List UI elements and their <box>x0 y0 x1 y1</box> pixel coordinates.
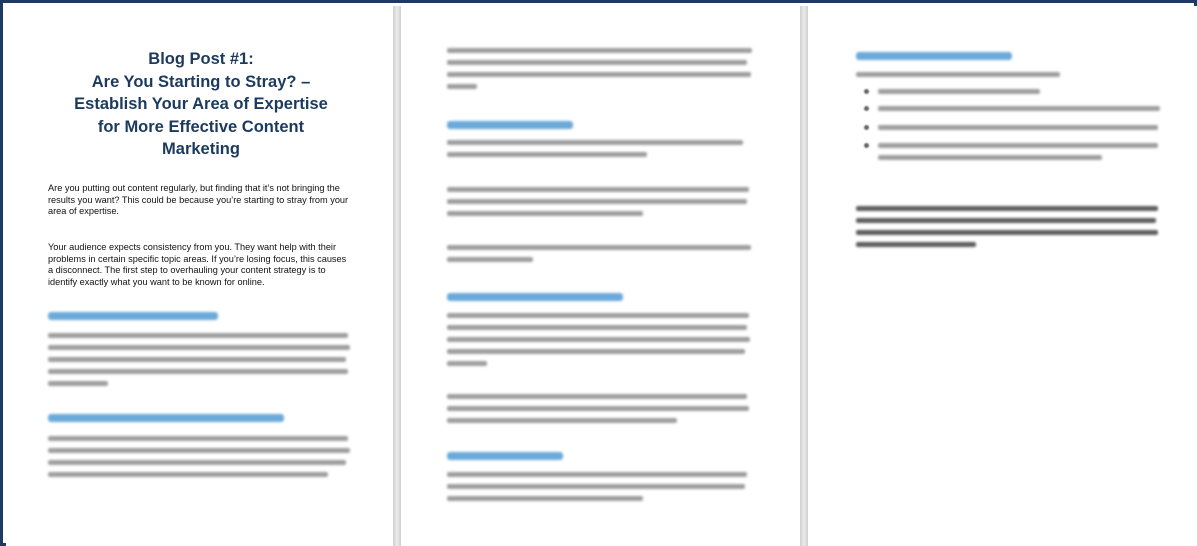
blurred-text-line <box>856 230 1158 235</box>
blurred-text-line <box>48 381 108 386</box>
blurred-text-line <box>878 143 1158 148</box>
blurred-text-line <box>447 337 750 342</box>
bullet-marker <box>864 143 869 148</box>
blurred-text-line <box>878 155 1102 160</box>
blurred-text-line <box>447 152 647 157</box>
paragraph-line: a disconnect. The first step to overhauling your content strategy is to <box>48 265 326 275</box>
blurred-section-heading <box>447 121 573 129</box>
page-gutter <box>393 6 401 546</box>
intro-paragraph <box>48 183 368 218</box>
blurred-text-line <box>447 72 751 77</box>
blurred-text-line <box>447 211 643 216</box>
blurred-text-line <box>447 245 751 250</box>
blurred-text-line <box>48 472 328 477</box>
blurred-text-line <box>878 125 1158 130</box>
blurred-text-line <box>856 242 976 247</box>
blurred-text-line <box>48 369 348 374</box>
blurred-text-line <box>856 206 1158 211</box>
paragraph-line: problems in certain specific topic areas. If you’re losing focus, this causes <box>48 253 347 264</box>
title-line: Are You Starting to Stray? – <box>91 72 311 91</box>
blurred-text-line <box>447 406 749 411</box>
title-line: Blog Post #1: <box>148 50 254 68</box>
blurred-text-line <box>447 187 749 192</box>
page-1 <box>6 6 393 546</box>
bullet-marker <box>864 106 869 111</box>
blurred-text-line <box>447 496 643 501</box>
page-2 <box>401 6 800 546</box>
blurred-text-line <box>447 484 745 489</box>
blurred-section-heading <box>447 452 563 460</box>
title-line: Marketing <box>162 140 240 158</box>
paragraph-line: results you want? This could be because you’re starting to stray from your <box>48 194 349 205</box>
paragraph-line: Are you putting out content regularly, but finding that it’s not bringing the <box>48 183 340 193</box>
paragraph-line: area of expertise. <box>48 206 119 216</box>
blurred-text-line <box>878 89 1040 94</box>
blurred-text-line <box>48 436 348 441</box>
blurred-text-line <box>48 345 350 350</box>
blurred-section-heading <box>48 312 218 320</box>
blurred-section-heading <box>48 414 284 422</box>
page-3 <box>808 6 1197 546</box>
blurred-text-line <box>447 84 477 89</box>
blurred-text-line <box>447 140 743 145</box>
blurred-text-line <box>447 349 745 354</box>
title-line: for More Effective Content <box>97 117 305 136</box>
bullet-marker <box>864 125 869 130</box>
bullet-marker <box>864 89 869 94</box>
paragraph-line: identify exactly what you want to be known for online. <box>48 276 265 287</box>
blurred-text-line <box>48 357 346 362</box>
blurred-text-line <box>856 72 1060 77</box>
blurred-text-line <box>856 218 1156 223</box>
blurred-text-line <box>447 472 747 477</box>
blurred-text-line <box>447 48 752 53</box>
page-gutter <box>800 6 808 546</box>
blurred-text-line <box>48 460 346 465</box>
document-title <box>36 48 366 161</box>
blurred-text-line <box>447 199 747 204</box>
blurred-text-line <box>878 106 1160 111</box>
blurred-text-line <box>447 418 677 423</box>
blurred-text-line <box>447 313 749 318</box>
audience-paragraph <box>48 242 368 288</box>
blurred-section-heading <box>447 293 623 301</box>
blurred-text-line <box>48 333 348 338</box>
title-line: Establish Your Area of Expertise <box>74 95 328 113</box>
blurred-text-line <box>447 257 533 262</box>
paragraph-line: Your audience expects consistency from you. They want help with their <box>48 242 337 252</box>
blurred-text-line <box>447 325 747 330</box>
blurred-text-line <box>447 361 487 366</box>
blurred-text-line <box>447 60 747 65</box>
blurred-text-line <box>447 394 747 399</box>
blurred-text-line <box>48 448 350 453</box>
blurred-section-heading <box>856 52 1012 60</box>
